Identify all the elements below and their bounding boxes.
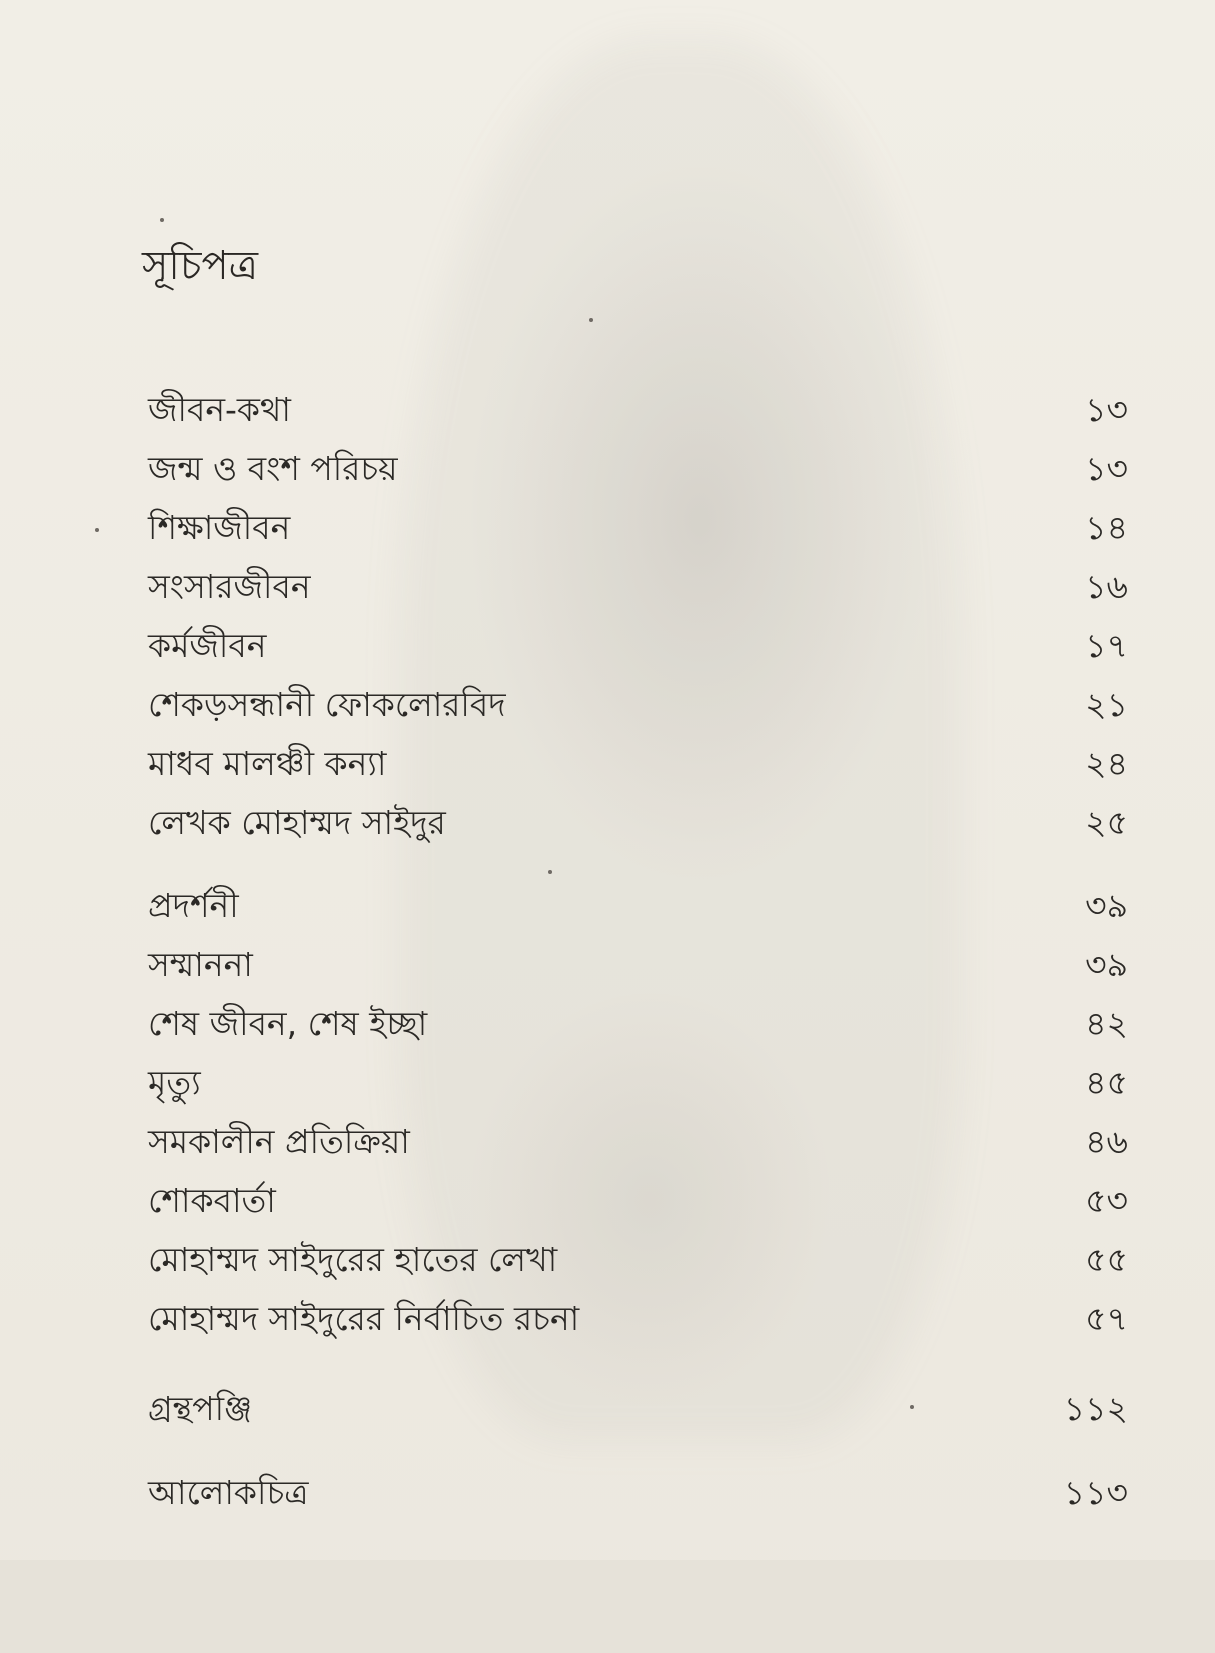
toc-entry [148,682,1128,732]
toc-entry [148,623,1128,673]
toc-entry-page-number: ২১ [1085,685,1128,724]
toc-entry-label: লেখক মোহাম্মদ সাইদুর [148,803,446,842]
toc-entry-page-number: ১৩ [1085,390,1128,429]
toc-entry-page-number: ৪৫ [1085,1063,1128,1102]
background-photo-bleed [400,40,960,1440]
toc-entry-page-number: ২৫ [1085,803,1128,842]
toc-entry [148,1119,1128,1169]
toc-entry-page-number: ১৬ [1085,567,1128,606]
toc-entry [148,741,1128,791]
toc-entry-page-number: ৪৬ [1085,1122,1128,1161]
toc-entry-label: মাধব মালঞ্চী কন্যা [148,744,387,783]
paper-speck [95,528,99,532]
toc-entry [148,942,1128,992]
toc-entry [148,1237,1128,1287]
toc-entry [148,1001,1128,1051]
toc-entry-page-number: ১৩ [1085,449,1128,488]
toc-entry-page-number: ১১২ [1063,1389,1128,1428]
toc-entry [148,1178,1128,1228]
toc-entry-page-number: ১১৩ [1063,1473,1128,1512]
toc-entry [148,387,1128,437]
toc-entry-label: সম্মাননা [148,945,253,984]
toc-entry-label: মৃত্যু [148,1063,201,1102]
toc-entry-label: শেকড়সন্ধানী ফোকলোরবিদ [148,685,506,724]
toc-entry [148,1296,1128,1346]
paper-speck [548,870,552,874]
toc-entry-label: শিক্ষাজীবন [148,508,291,547]
toc-entry [148,564,1128,614]
toc-entry [148,1386,1128,1436]
toc-entry-label: সংসারজীবন [148,567,311,606]
toc-entry-page-number: ১৭ [1085,626,1128,665]
toc-entry-label: গ্রন্থপঞ্জি [148,1389,253,1428]
page-title: সূচিপত্র [142,243,258,289]
paper-speck [589,318,593,322]
toc-entry [148,883,1128,933]
toc-entry-page-number: ২৪ [1085,744,1128,783]
toc-entry [148,1470,1128,1520]
toc-entry-page-number: ৫৩ [1085,1181,1128,1220]
toc-entry-label: প্রদর্শনী [148,886,239,925]
toc-entry [148,800,1128,850]
toc-entry [148,505,1128,555]
paper-speck [160,218,164,222]
toc-entry [148,1060,1128,1110]
toc-entry [148,446,1128,496]
toc-entry-label: শেষ জীবন, শেষ ইচ্ছা [148,1004,428,1043]
toc-entry-label: শোকবার্তা [148,1181,276,1220]
toc-entry-page-number: ৫৭ [1085,1299,1128,1338]
toc-entry-page-number: ৪২ [1085,1004,1128,1043]
toc-entry-label: আলোকচিত্র [148,1473,309,1512]
toc-entry-label: মোহাম্মদ সাইদুরের হাতের লেখা [148,1240,558,1279]
toc-entry-page-number: ৩৯ [1085,886,1128,925]
toc-entry-label: মোহাম্মদ সাইদুরের নির্বাচিত রচনা [148,1299,580,1338]
toc-entry-label: জন্ম ও বংশ পরিচয় [148,449,398,488]
toc-entry-page-number: ৫৫ [1085,1240,1128,1279]
toc-entry-label: জীবন-কথা [148,390,291,429]
toc-entry-label: কর্মজীবন [148,626,267,665]
toc-entry-page-number: ৩৯ [1085,945,1128,984]
page-bottom-strip [0,1560,1215,1653]
toc-entry-page-number: ১৪ [1085,508,1128,547]
toc-entry-label: সমকালীন প্রতিক্রিয়া [148,1122,410,1161]
